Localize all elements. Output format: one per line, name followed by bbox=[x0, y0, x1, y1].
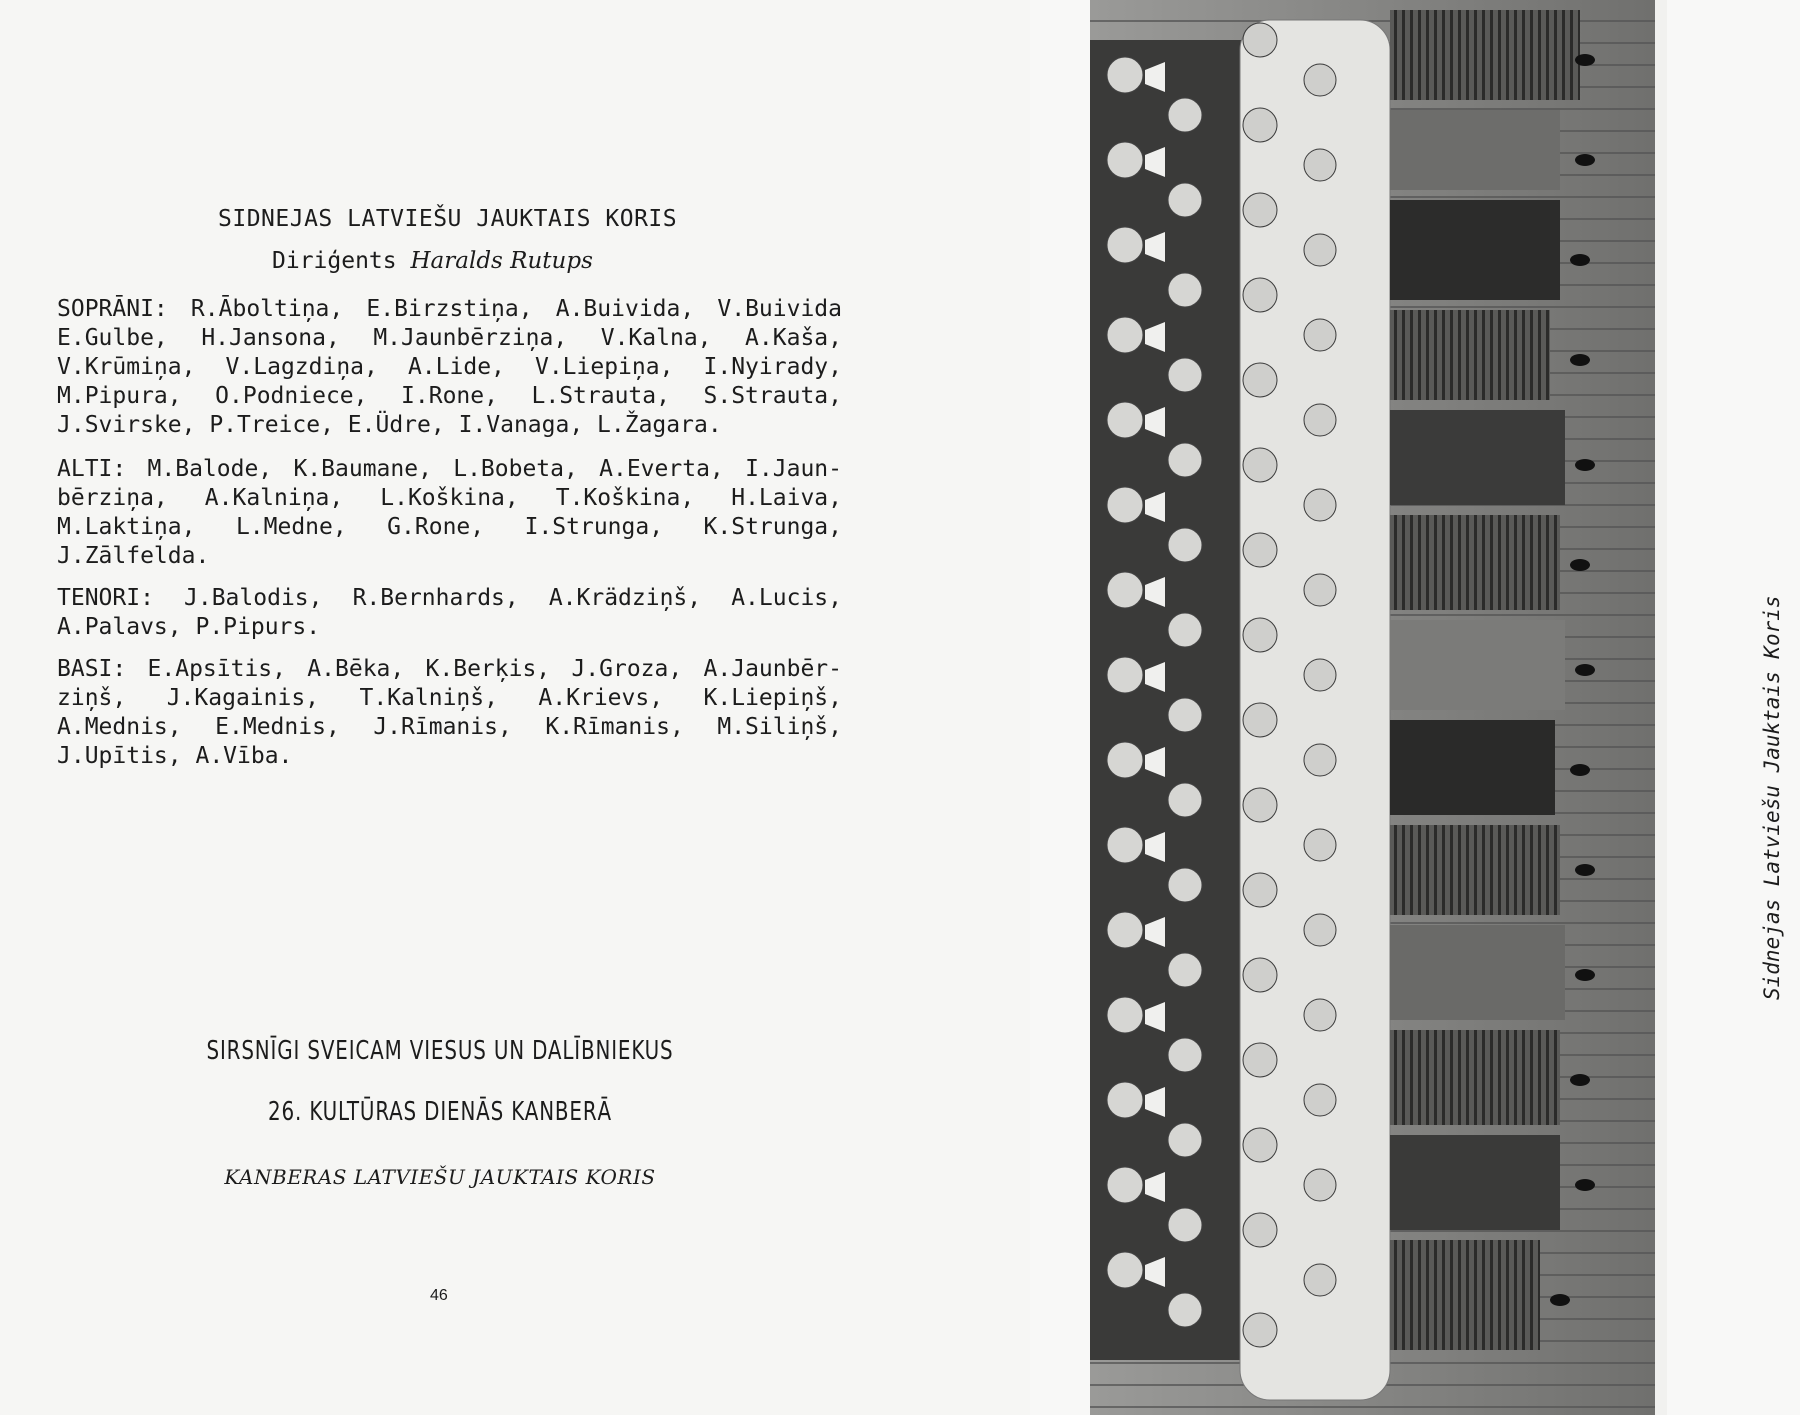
photo-right-border bbox=[1655, 0, 1667, 1415]
folk-skirts bbox=[1390, 10, 1580, 1350]
soprani-list: SOPRĀNI: R.Āboltiņa, E.Birzstiņa, A.Buivida, V.Buivida E.Gulbe, H.Jansona, M.Jaunbērziņa, V.Kalna, A.Kaša, V.Krūmiņa, V.Lagzdiņa, A.Lide, V.Liepiņa, I.Nyirady, M.Pipura, O.Podniece, I.Rone, L.Strauta, S.Strauta, J.Svirske, P.Treice, E.Üdre, I.Vanaga, L.Žagara. bbox=[57, 296, 842, 438]
greeting-line-2: 26. KULTŪRAS DIENĀS KANBERĀ bbox=[268, 1097, 612, 1127]
conductor-label: Diriģents bbox=[272, 248, 397, 274]
alti-list: ALTI: M.Balode, K.Baumane, L.Bobeta, A.Everta, I.Jaun- bērziņa, A.Kalniņa, L.Koškina, T.Koškina, H.Laiva, M.Laktiņa, L.Medne, G.Rone, I.Strunga, K.Strunga, J.Zālfelda. bbox=[57, 456, 842, 569]
basi-list: BASI: E.Apsītis, A.Bēka, K.Berķis, J.Groza, A.Jaunbēr- ziņš, J.Kagainis, T.Kalniņš, A.Krievs, K.Liepiņš, A.Mednis, E.Mednis, J.Rīmanis, K.Rīmanis, M.Siliņš, J.Upītis, A.Vība. bbox=[57, 656, 842, 769]
greeting-line-1: SIRSNĪGI SVEICAM VIESUS UN DALĪBNIEKUS bbox=[206, 1036, 674, 1066]
shirt-collars bbox=[1145, 62, 1165, 1287]
choir-group-photo bbox=[1090, 0, 1667, 1415]
choir-title: SIDNEJAS LATVIEŠU JAUKTAIS KORIS bbox=[218, 206, 678, 232]
greeting-sender: KANBERAS LATVIEŠU JAUKTAIS KORIS bbox=[224, 1165, 656, 1189]
page-number: 46 bbox=[430, 1287, 448, 1304]
tenori-list: TENORI: J.Balodis, R.Bernhards, A.Krädziņš, A.Lucis, A.Palavs, P.Pipurs. bbox=[57, 585, 842, 640]
photo-caption: Sidnejas Latviešu Jauktais Koris bbox=[1760, 595, 1784, 1000]
conductor-name: Haralds Rutups bbox=[410, 248, 593, 274]
conductor-line bbox=[272, 248, 593, 274]
